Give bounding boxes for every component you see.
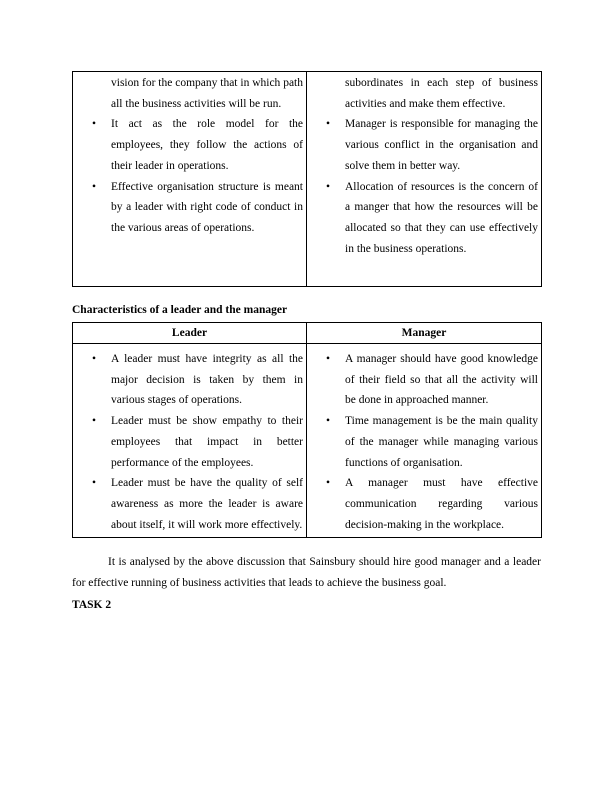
list-item: • A manager must have effective communication regarding various decision-making in the workplace. (323, 473, 538, 535)
list-item: subordinates in each step of business activities and make them effective. (345, 77, 538, 110)
list-item: • It act as the role model for the employees, they follow the actions of their leader in operations. (89, 114, 303, 176)
bullet-icon: • (92, 118, 97, 131)
task-heading: TASK 2 (72, 599, 112, 612)
leader-characteristics-cell (73, 344, 307, 538)
manager-characteristics-cell (307, 344, 542, 538)
bullet-icon: • (92, 353, 97, 365)
bullet-icon: • (326, 118, 331, 131)
leader-continued-cell (73, 72, 307, 287)
characteristics-table (72, 322, 542, 538)
document-page (72, 71, 541, 615)
list-item: • Leader must be have the quality of self awareness as more the leader is aware about itself, it will work more effectively. (89, 473, 303, 535)
list-item: • A leader must have integrity as all the major decision is taken by them in various stages of operations. (89, 349, 303, 411)
bullet-icon: • (326, 180, 331, 193)
list-item: • Time management is be the main quality of the manager while managing various functions of organisation. (323, 411, 538, 473)
list-item: • Effective organisation structure is meant by a leader with right code of conduct in the various areas of operations. (89, 177, 303, 239)
leader-column-header: Leader (73, 323, 307, 344)
list-item: • Leader must be show empathy to their employees that impact in better performance of the employees. (89, 411, 303, 473)
list-item: • Manager is responsible for managing the various conflict in the organisation and solve them in better way. (323, 114, 538, 176)
bullet-icon: • (92, 477, 97, 490)
list-item: vision for the company that in which path all the business activities will be run. (111, 77, 303, 110)
list-item: • Allocation of resources is the concern of a manger that how the resources will be allocated so that they can use effectively in the business operations. (323, 177, 538, 260)
manager-column-header: Manager (307, 323, 542, 344)
section-heading: Characteristics of a leader and the manager (72, 304, 288, 316)
bullet-icon: • (326, 477, 331, 490)
list-item: • A manager should have good knowledge of their field so that all the activity will be done in approached manner. (323, 349, 538, 411)
bullet-icon: • (326, 353, 331, 365)
bullet-icon: • (326, 415, 331, 428)
bullet-icon: • (92, 415, 97, 428)
manager-continued-cell (307, 72, 542, 287)
table-header-row (73, 323, 542, 344)
table-row (73, 72, 542, 287)
conclusion-paragraph: It is analysed by the above discussion that Sainsbury should hire good manager and a leader for effective running of business activities that leads to achieve the business goal. (72, 556, 541, 590)
bullet-icon: • (92, 180, 97, 193)
continued-comparison-table (72, 71, 542, 287)
table-row (73, 344, 542, 538)
